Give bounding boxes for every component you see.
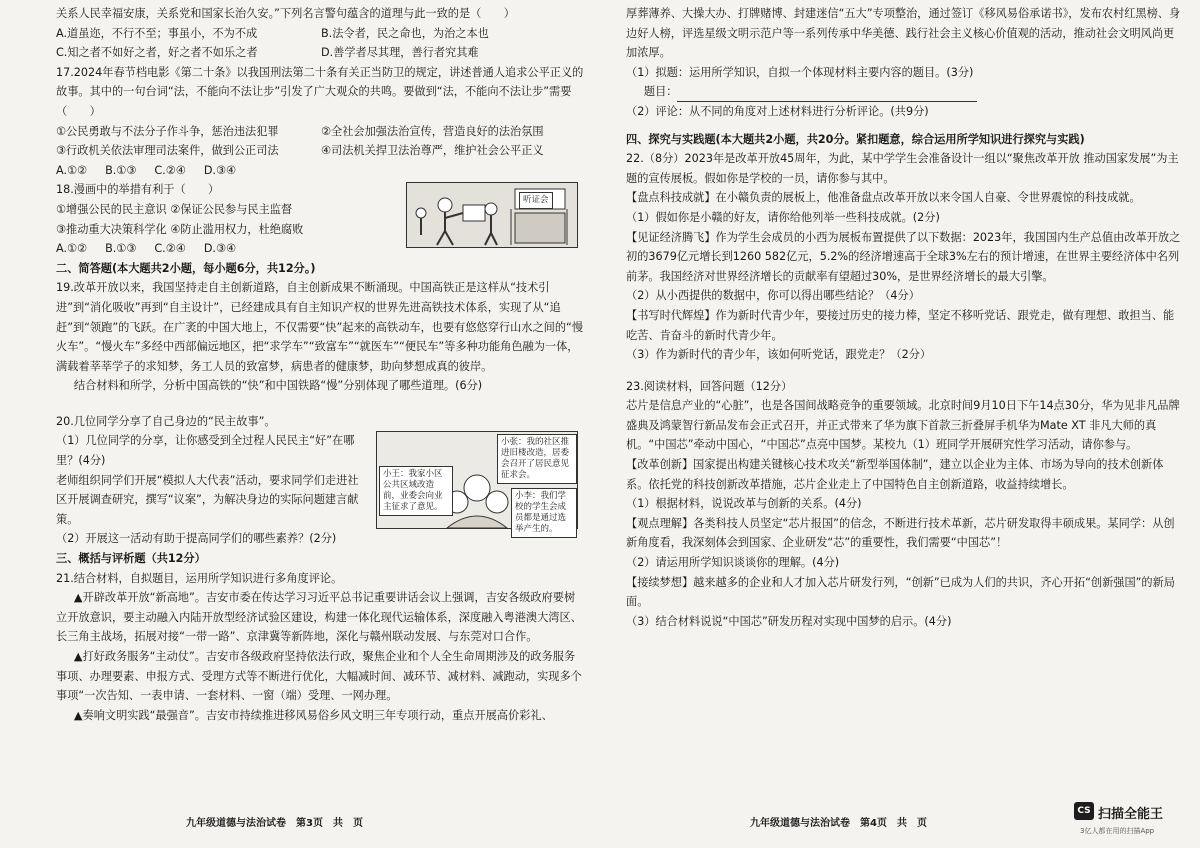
q21-material-1: ▲开辟改革开放“新高地”。吉安市委在传达学习习近平总书记重要讲话会议上强调，吉安各级政府要树立开放意识，要主动融入内陆开放型经济试验区建设，构建一体化现代运输体系，深度融入粤港澳大湾区、长三角主战场，拓展对接“一带一路”、京津冀等新阵地，深化与赣州联动发展、与东莞对口合作。 [56, 591, 582, 644]
right-page [600, 0, 1200, 848]
q23-material-1: 【改革创新】国家提出构建关键核心技术攻关“新型举国体制”，建立以企业为主体、市场为导向的技术创新体系。依托党的科技创新改革措施，芯片企业走上了中国特色自主创新道路，收益持续增长。 [626, 458, 1164, 491]
q20-stem: 20.几位同学分享了自己身边的“民主故事”。 [56, 414, 276, 428]
section-3-heading: 三、概括与评析题（共12分） [56, 552, 206, 566]
q21-material-2: ▲打好政务服务“主动仗”。吉安市各级政府坚持依法行政，聚焦企业和个人全生命周期涉及的政务服务事项、办理要素、申报方式、受理方式等不断进行优化，大幅减时间、减环节、减材料、减跑动，实现多个事项“一次告知、一表申请、一套材料、一窗（端）受理、一网办理。 [56, 650, 582, 703]
section-2-heading: 二、简答题(本大题共2小题，每小题6分，共12分。) [56, 261, 316, 275]
q18-comic [406, 182, 578, 248]
q16-option-d: D.善学者尽其理，善行者究其难 [321, 46, 479, 60]
q16-options [56, 24, 586, 63]
q17-items [56, 122, 586, 161]
q18-items-row2: ③推动重大决策科学化 ④防止滥用权力，杜绝腐败 [56, 222, 304, 236]
q21-material-3: ▲奏响文明实践“最强音”。吉安市持续推进移风易俗乡风文明三年专项行动，重点开展高价彩礼、 [73, 708, 553, 722]
q23-sub1: （1）根据材料，说说改革与创新的关系。(4分) [626, 497, 862, 511]
q17-options [56, 161, 586, 181]
q21-title-line [626, 82, 1182, 102]
q17-item-1: ①公民勇敢与不法分子作斗争，惩治违法犯罪 [56, 124, 279, 138]
q16-option-b: B.法令者，民之命也，为治之本也 [321, 26, 489, 40]
q20-sub1: （1）几位同学的分享，让你感受到全过程人民民主“好”在哪里？(4分) [56, 434, 355, 468]
q22-sub2: （2）从小西提供的数据中，你可以得出哪些结论？（4分） [626, 289, 920, 303]
q20-comic [376, 431, 578, 535]
q23-material-3: 【接续梦想】越来越多的企业和人才加入芯片研发行列，“创新”已成为人们的共识，齐心开拓“创新强国”的新局面。 [626, 575, 1175, 609]
q18-comic-sign: 听证会 [519, 192, 553, 209]
q23-material-2: 【观点理解】各类科技人员坚定“芯片报国”的信念，不断进行技术革新，芯片研发取得丰硕成果。某同学：从创新角度看，我深刻体会到国家、企业研发“芯”的重要性，我们需要“中国芯”！ [626, 516, 1175, 550]
q18-options [56, 239, 396, 259]
q18-option-c: C.②④ [154, 242, 186, 256]
q21-title-blank[interactable] [677, 89, 977, 102]
q19-question: 结合材料和所学，分析中国高铁的“快”和中国铁路“慢”分别体现了哪些道理。(6分) [73, 379, 483, 393]
q18-option-a: A.①② [56, 242, 88, 256]
q22-sub3: （3）作为新时代的青少年，该如何听党话，跟党走？（2分） [626, 348, 932, 362]
q22-material-3: 【书写时代辉煌】作为新时代青少年，要接过历史的接力棒，坚定不移听党话、跟党走，做有理想、敢担当、能吃苦、肯奋斗的新时代青少年。 [626, 308, 1175, 342]
q16-stem-tail: 关系人民幸福安康，关系党和国家长治久安。”下列名言警句蕴含的道理与此一致的是（ ） [56, 7, 515, 20]
q22-material-1: 【盘点科技成就】在小赣负责的展板上，他准备盘点改革开放以来令国人自豪、令世界震惊的科技成就。 [626, 191, 1141, 205]
q18-option-d: D.③④ [203, 242, 237, 256]
q17-option-a: A.①② [56, 163, 88, 177]
q17-option-d: D.③④ [203, 163, 237, 177]
q21-sub2: （2）评论：从不同的角度对上述材料进行分析评论。(共9分) [626, 104, 929, 118]
q17-item-4: ④司法机关捍卫法治尊严，维护社会公平正义 [321, 144, 544, 158]
q22-stem: 22.（8分）2023年是改革开放45周年，为此，某中学学生会准备设计一组以“聚焦改革开放 推动国家发展”为主题的宣传展板。假如你是学校的一员，请你参与其中。 [626, 152, 1179, 185]
q20-bubble-1: 小张：我的社区推进旧楼改造，居委会召开了居民意见征求会。 [497, 434, 577, 484]
q23-sub3: （3）结合材料说说“中国芯”研发历程对实现中国梦的启示。(4分) [626, 614, 952, 628]
q21-title-label: 题目： [643, 85, 678, 99]
q23-stem: 23.阅读材料，回答问题（12分） [626, 379, 793, 393]
q23-sub2: （2）请运用所学知识谈谈你的理解。(4分) [626, 556, 840, 570]
q21-material-continued: 厚葬薄养、大操大办、打牌赌博、封建迷信“五大”专项整治，通过签订《移风易俗承诺书》，发布农村红黑榜、身边好人榜，评选星级文明示范户等一系列传承中华美德、践行社会主义核心价值观的活动，推动社会文明风尚更加浓厚。 [626, 7, 1181, 60]
q20-paragraph: 老师组织同学们开展“模拟人大代表”活动，要求同学们走进社区开展调查研究，撰写“议案”，为解决身边的实际问题建言献策。 [56, 473, 359, 526]
q17-option-b: B.①③ [105, 163, 137, 177]
scanner-brand: 扫描全能王 [1098, 807, 1164, 822]
q17-item-2: ②全社会加强法治宣传，营造良好的法治氛围 [321, 124, 544, 138]
q18-items-row1: ①增强公民的民主意识 ②保证公民参与民主监督 [56, 202, 293, 216]
q17-stem: 17.2024年春节档电影《第二十条》以我国刑法第二十条有关正当防卫的规定，讲述普通人追求公平正义的故事。其中的一句台词“法，不能向不法让步”引发了广大观众的共鸣。要做到“法，不能向不法让步”需要（ ） [56, 65, 584, 118]
q21-stem: 21.结合材料，自拟题目，运用所学知识进行多角度评论。 [56, 571, 343, 585]
right-page-footer: 九年级道德与法治试卷 第4页 共 页 [750, 818, 927, 830]
q22-material-2: 【见证经济腾飞】作为学生会成员的小西为展板布置提供了以下数据：2023年，我国国内生产总值由改革开放之初的3679亿元增长到1260 582亿元，5.2%的经济增速高于全球3%左右的预计增速，在世界主要经济体中名列前茅。我国经济对世界经济增长的贡献率有望超过30%，是世界经济增长的最大引擎。 [626, 230, 1181, 283]
q18-stem: 18.漫画中的举措有利于（ ） [56, 183, 220, 197]
scanner-logo-icon: CS [1074, 802, 1094, 820]
q18-option-b: B.①③ [105, 242, 137, 256]
q17-item-3: ③行政机关依法审理司法案件，做到公正司法 [56, 144, 279, 158]
q21-sub1: （1）拟题：运用所学知识，自拟一个体现材料主要内容的题目。(3分) [626, 65, 974, 79]
q22-sub1: （1）假如你是小赣的好友，请你给他列举一些科技成就。(2分) [626, 210, 940, 224]
scanner-watermark [1074, 802, 1186, 842]
q17-option-c: C.②④ [154, 163, 186, 177]
q20-bubble-3: 小李：我们学校的学生会成员都是通过选举产生的。 [511, 488, 577, 538]
q23-intro: 芯片是信息产业的“心脏”，也是各国间战略竞争的重要领域。北京时间9月10日下午14点30分，华为见非凡品牌盛典及鸿蒙智行新品发布会正式召开，并正式带来了华为旗下首款三折叠屏手机华为Mate XT 非凡大师的真机。“中国芯”牵动中国心，“中国芯”点亮中国梦。某校九（1）班同学开展研究性学习活动，请你参与。 [626, 399, 1180, 452]
q19-paragraph: 19.改革开放以来，我国坚持走自主创新道路，自主创新成果不断涌现。中国高铁正是这样从“技术引进”到“消化吸收”再到“自主设计”，已经建成具有自主知识产权的世界先进高铁技术体系，实现了从“追赶”到“领跑”的飞跃。在广袤的中国大地上，不仅需要“快”起来的高铁动车，也要有悠悠穿行山水之间的“慢火车”。“慢火车”多经中西部偏远地区，把“求学车”“致富车”“就医车”“便民车”等多种功能角色融为一体，满载着莘莘学子的求知梦，务工人员的致富梦，病患者的健康梦，助向梦想成真的彼岸。 [56, 281, 584, 373]
left-page-footer: 九年级道德与法治试卷 第3页 共 页 [186, 818, 363, 830]
scanner-tagline: 3亿人都在用的扫描App [1080, 827, 1155, 835]
q16-option-c: C.知之者不如好之者，好之者不如乐之者 [56, 46, 258, 60]
q20-bubble-2: 小王：我家小区公共区域改造前，业委会向业主征求了意见。 [379, 466, 453, 516]
section-4-heading: 四、探究与实践题(本大题共2小题，共20分。紧扣题意，综合运用所学知识进行探究与实践) [626, 132, 1085, 146]
q16-option-a: A.道虽迩，不行不至；事虽小，不为不成 [56, 26, 258, 40]
q20-sub2: （2）开展这一活动有助于提高同学们的哪些素养？(2分) [56, 532, 337, 546]
